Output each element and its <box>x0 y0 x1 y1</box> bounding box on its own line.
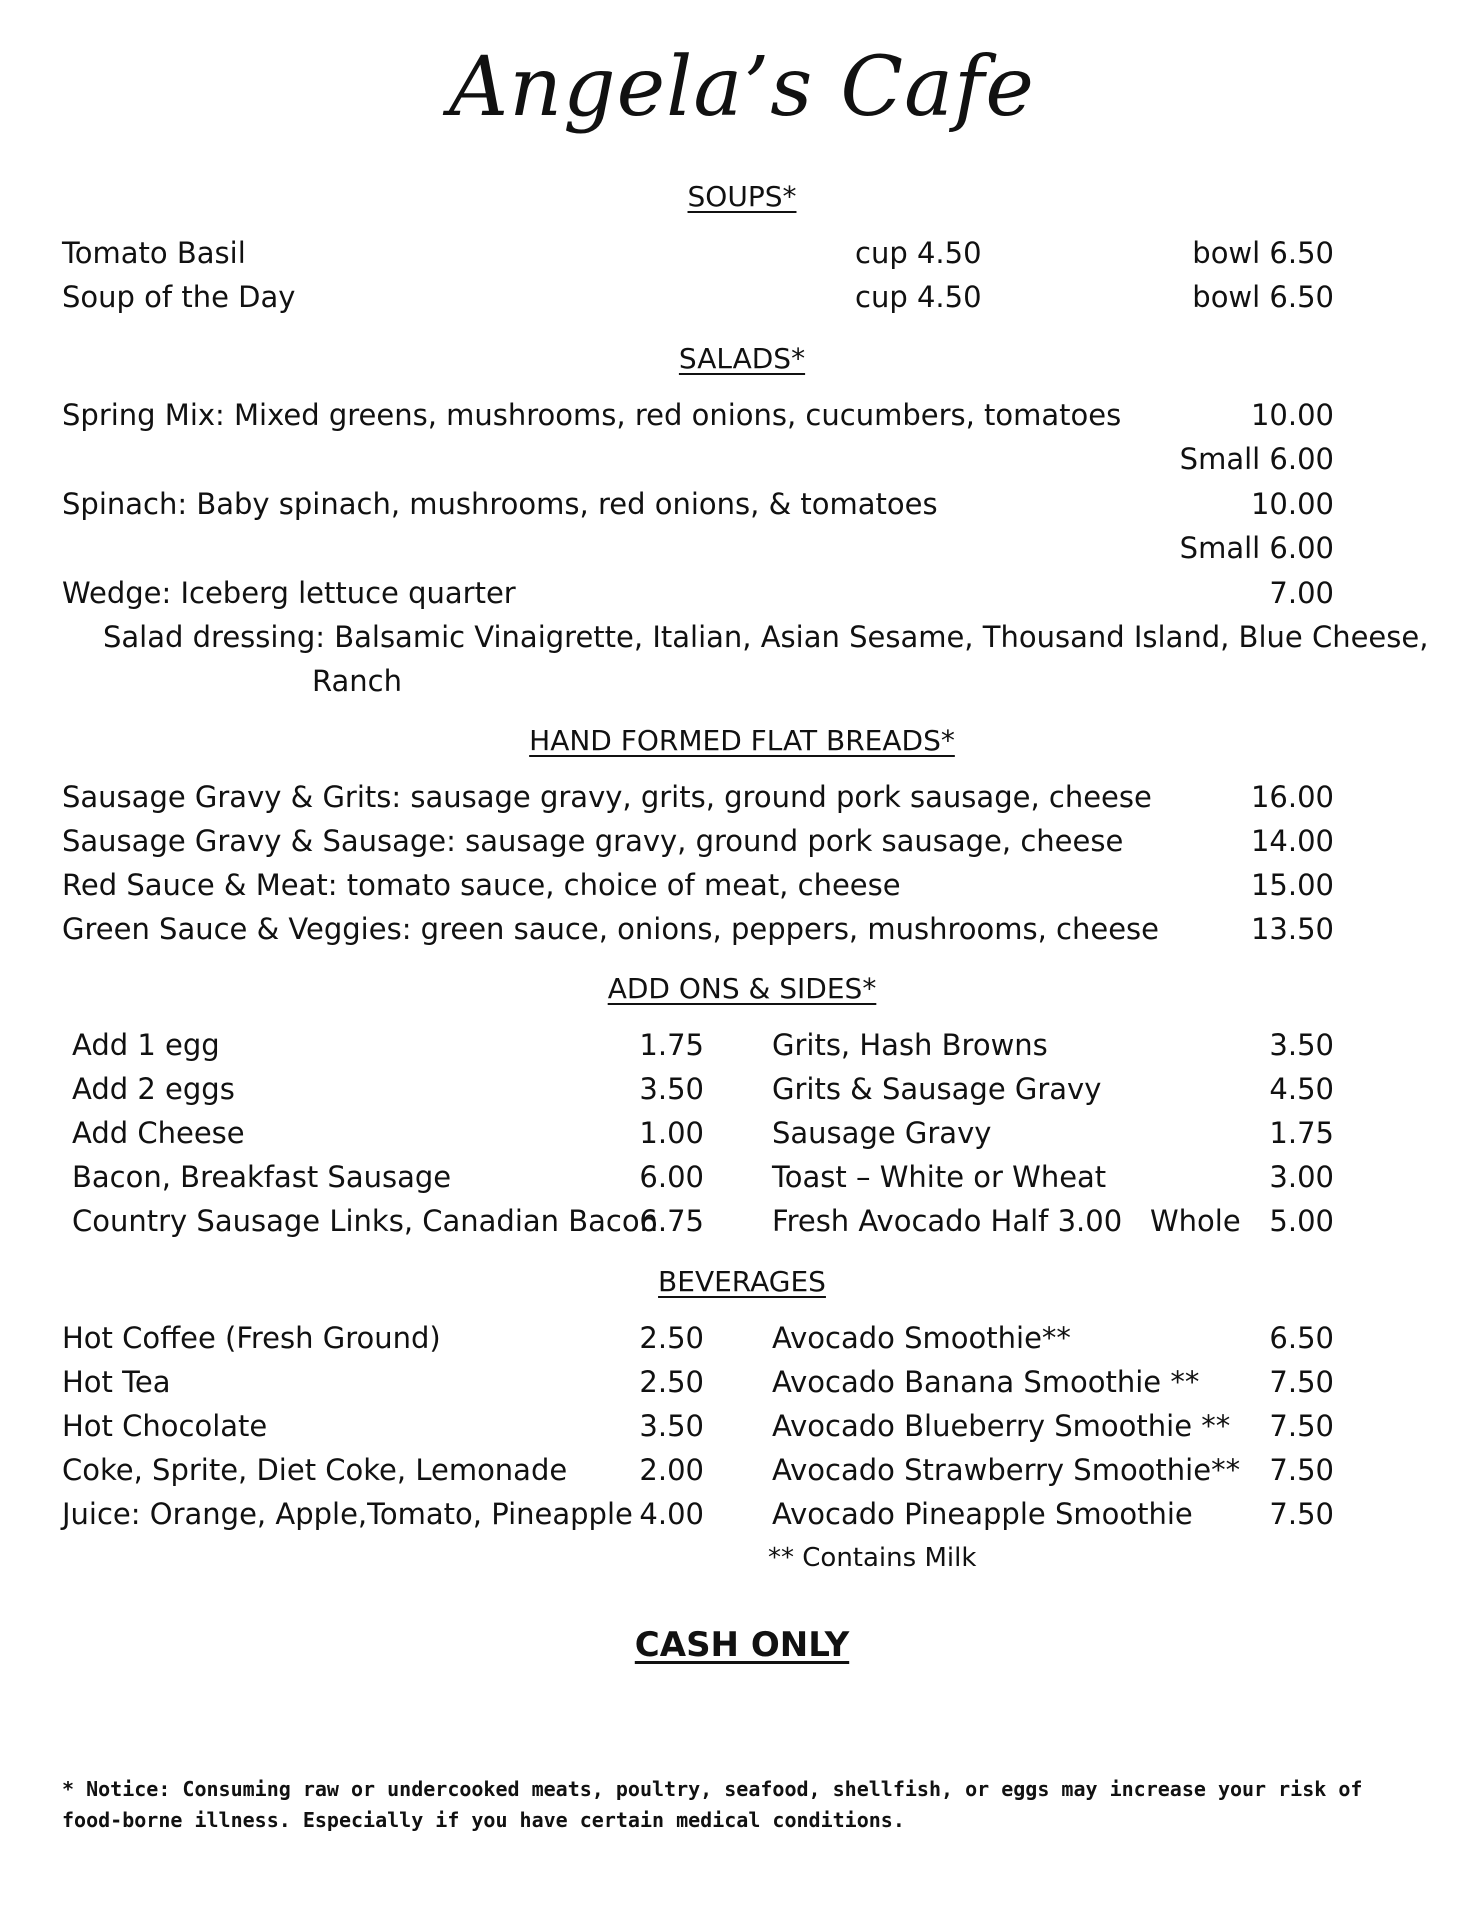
item-small-price: Small 6.00 <box>1179 531 1334 565</box>
item-name: Avocado Pineapple Smoothie <box>772 1497 1193 1531</box>
cafe-title: Angela’s Cafe <box>449 40 1035 135</box>
item-price: 7.50 <box>1269 1497 1334 1531</box>
item-price: 5.00 <box>1269 1204 1334 1238</box>
item-name: Sausage Gravy & Sausage: sausage gravy, ground pork sausage, cheese <box>62 824 1124 858</box>
menu-row <box>0 661 1484 701</box>
item-name: Hot Coffee (Fresh Ground) <box>62 1321 441 1355</box>
item-bowl-price: bowl 6.50 <box>1192 280 1334 314</box>
flatbreads-heading: HAND FORMED FLAT BREADS* <box>529 724 955 757</box>
item-name: Avocado Blueberry Smoothie ** <box>772 1409 1231 1443</box>
item-name: Avocado Strawberry Smoothie** <box>772 1453 1241 1487</box>
menu-row <box>0 1025 1484 1065</box>
beverages-heading: BEVERAGES <box>658 1265 826 1298</box>
item-price: 15.00 <box>1250 868 1334 902</box>
item-name: Grits, Hash Browns <box>772 1028 1048 1062</box>
item-name: Hot Chocolate <box>62 1409 268 1443</box>
item-price: 7.50 <box>1269 1409 1334 1443</box>
item-bowl-price: bowl 6.50 <box>1192 236 1334 270</box>
menu-row <box>0 865 1484 905</box>
menu-row <box>0 439 1484 479</box>
menu-row <box>0 1157 1484 1197</box>
menu-row <box>0 617 1484 657</box>
item-name: Sausage Gravy & Grits: sausage gravy, grits, ground pork sausage, cheese <box>62 780 1152 814</box>
menu-row <box>0 1406 1484 1446</box>
item-price: 10.00 <box>1250 398 1334 432</box>
item-name: Green Sauce & Veggies: green sauce, onions, peppers, mushrooms, cheese <box>62 912 1160 946</box>
item-price: 3.50 <box>639 1072 704 1106</box>
item-price: 2.50 <box>639 1365 704 1399</box>
item-price: 2.00 <box>639 1453 704 1487</box>
menu-row <box>0 484 1484 524</box>
item-price: 7.50 <box>1269 1365 1334 1399</box>
food-safety-notice: * Notice: Consuming raw or undercooked meats, poultry, seafood, shellfish, or eggs may increase your risk of food-borne illness. Especially if you have certain medical conditions. <box>62 1777 1363 1832</box>
menu-row <box>0 1201 1484 1241</box>
milk-note: ** Contains Milk <box>768 1543 977 1573</box>
item-cup-price: cup 4.50 <box>855 236 982 270</box>
item-name: Avocado Smoothie** <box>772 1321 1071 1355</box>
item-price: 6.50 <box>1269 1321 1334 1355</box>
menu-row <box>0 573 1484 613</box>
menu-row <box>0 233 1484 273</box>
item-price: 10.00 <box>1250 487 1334 521</box>
item-name: Add Cheese <box>72 1116 245 1150</box>
item-price: 4.50 <box>1269 1072 1334 1106</box>
item-price: 3.00 <box>1269 1160 1334 1194</box>
menu-row <box>0 1069 1484 1109</box>
item-price: 7.50 <box>1269 1453 1334 1487</box>
item-whole-label: Whole <box>1150 1204 1241 1238</box>
item-name: Fresh Avocado Half 3.00 <box>772 1204 1123 1238</box>
item-cup-price: cup 4.50 <box>855 280 982 314</box>
menu-row <box>0 1494 1484 1534</box>
menu-row <box>0 1362 1484 1402</box>
menu-row <box>0 821 1484 861</box>
menu-row <box>0 1450 1484 1490</box>
item-name: Spinach: Baby spinach, mushrooms, red onions, & tomatoes <box>62 487 938 521</box>
item-name: Sausage Gravy <box>772 1116 992 1150</box>
menu-row <box>0 1318 1484 1358</box>
item-price: 2.50 <box>639 1321 704 1355</box>
addons-heading: ADD ONS & SIDES* <box>607 972 877 1005</box>
item-price: 16.00 <box>1250 780 1334 814</box>
menu-row <box>0 277 1484 317</box>
item-price: 4.00 <box>639 1497 704 1531</box>
item-name: Grits & Sausage Gravy <box>772 1072 1102 1106</box>
item-name: Bacon, Breakfast Sausage <box>72 1160 452 1194</box>
item-price: 7.00 <box>1269 576 1334 610</box>
item-price: 13.50 <box>1250 912 1334 946</box>
item-price: 3.50 <box>1269 1028 1334 1062</box>
item-name: Country Sausage Links, Canadian Bacon <box>72 1204 659 1238</box>
item-name: Tomato Basil <box>62 236 246 270</box>
item-name: Avocado Banana Smoothie ** <box>772 1365 1200 1399</box>
item-price: 14.00 <box>1250 824 1334 858</box>
item-name: Add 2 eggs <box>72 1072 235 1106</box>
cash-only-label: CASH ONLY <box>634 1625 850 1665</box>
item-price: 1.00 <box>639 1116 704 1150</box>
item-name: Toast – White or Wheat <box>772 1160 1107 1194</box>
salad-dressing-line: Ranch <box>312 664 402 698</box>
soups-heading: SOUPS* <box>687 180 797 213</box>
item-name: Wedge: Iceberg lettuce quarter <box>62 576 516 610</box>
item-name: Hot Tea <box>62 1365 171 1399</box>
salad-dressing-line: Salad dressing: Balsamic Vinaigrette, Italian, Asian Sesame, Thousand Island, Blue Cheese, <box>103 620 1429 654</box>
menu-row <box>0 909 1484 949</box>
item-price: 1.75 <box>1269 1116 1334 1150</box>
menu-row <box>0 1538 1484 1578</box>
item-price: 3.50 <box>639 1409 704 1443</box>
item-price: 6.00 <box>639 1160 704 1194</box>
salads-heading: SALADS* <box>678 342 806 375</box>
item-small-price: Small 6.00 <box>1179 442 1334 476</box>
menu-row <box>0 777 1484 817</box>
item-name: Juice: Orange, Apple,Tomato, Pineapple <box>62 1497 633 1531</box>
item-price: 1.75 <box>639 1028 704 1062</box>
item-name: Add 1 egg <box>72 1028 220 1062</box>
item-name: Spring Mix: Mixed greens, mushrooms, red onions, cucumbers, tomatoes <box>62 398 1122 432</box>
menu-row <box>0 395 1484 435</box>
menu-row <box>0 528 1484 568</box>
item-price: 6.75 <box>639 1204 704 1238</box>
item-name: Red Sauce & Meat: tomato sauce, choice of meat, cheese <box>62 868 901 902</box>
menu-row <box>0 1113 1484 1153</box>
item-name: Soup of the Day <box>62 280 296 314</box>
item-name: Coke, Sprite, Diet Coke, Lemonade <box>62 1453 568 1487</box>
